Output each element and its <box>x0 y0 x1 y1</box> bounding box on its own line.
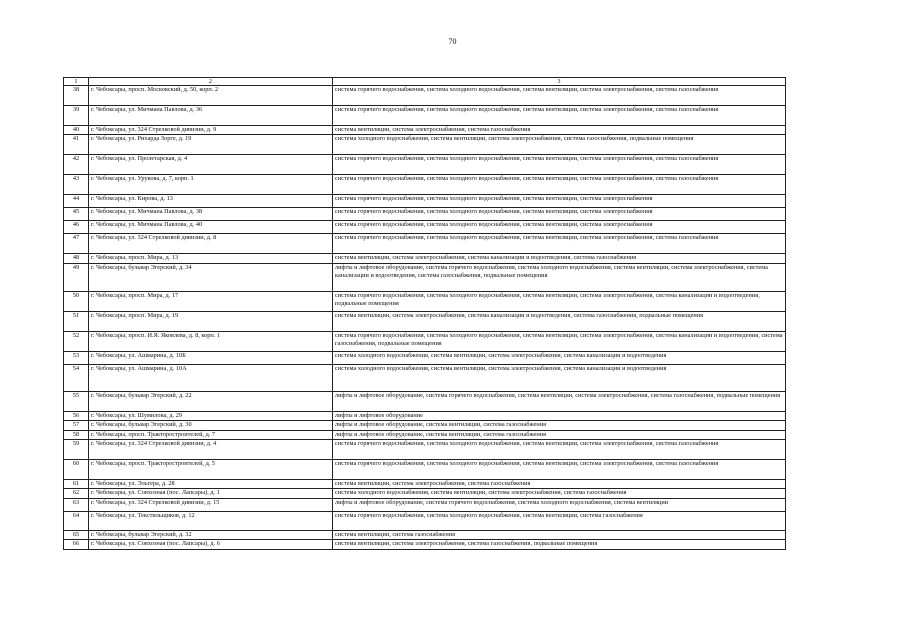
row-number: 45 <box>64 208 89 221</box>
table-row <box>64 126 786 135</box>
row-number: 46 <box>64 221 89 234</box>
row-systems: система горячего водоснабжения, система холодного водоснабжения, система вентиляции, система электроснабжения <box>333 221 786 234</box>
row-number: 47 <box>64 234 89 254</box>
row-systems: система холодного водоснабжения, система вентиляции, система электроснабжения, система канализации и водоотведения <box>333 351 786 364</box>
table-row <box>64 489 786 498</box>
row-number: 60 <box>64 460 89 480</box>
row-systems: система горячего водоснабжения, система холодного водоснабжения, система вентиляции, система электроснабжения <box>333 195 786 208</box>
row-address: г. Чебоксары, ул. Текстильщиков, д. 12 <box>89 511 333 530</box>
table-row <box>64 155 786 175</box>
row-address: г. Чебоксары, ул. 324 Стрелковой дивизии, д. 8 <box>89 234 333 254</box>
row-number: 57 <box>64 421 89 430</box>
row-systems: система горячего водоснабжения, система холодного водоснабжения, система вентиляции, система электроснабжения, система газоснабжения <box>333 106 786 126</box>
row-address: г. Чебоксары, просп. Мира, д. 17 <box>89 291 333 311</box>
row-systems: система холодного водоснабжения, система вентиляции, система электроснабжения, система газоснабжения <box>333 489 786 498</box>
table-row <box>64 234 786 254</box>
row-number: 55 <box>64 391 89 411</box>
row-number: 42 <box>64 155 89 175</box>
row-address: г. Чебоксары, ул. Мичмана Павлова, д. 40 <box>89 221 333 234</box>
row-address: г. Чебоксары, ул. Урукова, д. 7, корп. 1 <box>89 175 333 195</box>
row-address: г. Чебоксары, бульвар Эгерский, д. 34 <box>89 263 333 291</box>
row-address: г. Чебоксары, ул. 324 Стрелковой дивизии, д. 15 <box>89 498 333 511</box>
row-systems: система горячего водоснабжения, система холодного водоснабжения, система вентиляции, система электроснабжения <box>333 208 786 221</box>
table-row <box>64 208 786 221</box>
row-address: г. Чебоксары, ул. 324 Стрелковой дивизии, д. 9 <box>89 126 333 135</box>
row-address: г. Чебоксары, ул. Ашмарина, д. 10А <box>89 364 333 391</box>
row-address: г. Чебоксары, просп. И.Я. Яковлева, д. 8, корп. 1 <box>89 331 333 351</box>
row-systems: система горячего водоснабжения, система холодного водоснабжения, система вентиляции, система электроснабжения, система канализации и водоотведения, система газоснабжения, подвальные помещения <box>333 331 786 351</box>
table-row <box>64 430 786 439</box>
row-systems: система вентиляции, система электроснабжения, система газоснабжения <box>333 126 786 135</box>
table-row <box>64 411 786 420</box>
row-systems: система горячего водоснабжения, система холодного водоснабжения, система вентиляции, система электроснабжения, система канализации и водоотведения, подвальные помещения <box>333 291 786 311</box>
table-row <box>64 86 786 106</box>
row-number: 39 <box>64 106 89 126</box>
row-systems: система горячего водоснабжения, система холодного водоснабжения, система вентиляции, система электроснабжения, система газоснабжения <box>333 234 786 254</box>
header-col-number: 1 <box>64 78 89 86</box>
row-systems: система вентиляции, система электроснабжения, система газоснабжения, подвальные помещения <box>333 540 786 549</box>
row-number: 56 <box>64 411 89 420</box>
table-row <box>64 511 786 530</box>
row-address: г. Чебоксары, просп. Мира, д. 13 <box>89 254 333 263</box>
table-row <box>64 460 786 480</box>
row-systems: лифты и лифтовое оборудование <box>333 411 786 420</box>
row-address: г. Чебоксары, ул. Ашмарина, д. 10Б <box>89 351 333 364</box>
table-row <box>64 391 786 411</box>
row-address: г. Чебоксары, просп. Мира, д. 19 <box>89 311 333 331</box>
row-address: г. Чебоксары, просп. Тракторостроителей, д. 5 <box>89 460 333 480</box>
row-systems: система горячего водоснабжения, система холодного водоснабжения, система вентиляции, система электроснабжения, система газоснабжения <box>333 86 786 106</box>
row-number: 50 <box>64 291 89 311</box>
page-number: 70 <box>448 37 457 46</box>
row-number: 53 <box>64 351 89 364</box>
row-systems: система холодного водоснабжения, система вентиляции, система электроснабжения, система канализации и водоотведения <box>333 364 786 391</box>
row-systems: система холодного водоснабжения, система вентиляции, система электроснабжения, система газоснабжения, подвальные помещения <box>333 135 786 155</box>
row-systems: система вентиляции, система электроснабжения, система канализации и водоотведения, система газоснабжения <box>333 254 786 263</box>
row-address: г. Чебоксары, ул. Мичмана Павлова, д. 36 <box>89 106 333 126</box>
row-address: г. Чебоксары, просп. Тракторостроителей, д. 7 <box>89 430 333 439</box>
row-address: г. Чебоксары, бульвар Эгерский, д. 32 <box>89 530 333 539</box>
row-number: 44 <box>64 195 89 208</box>
row-systems: лифты и лифтовое оборудование, система горячего водоснабжения, система вентиляции, система электроснабжения, система газоснабжения, подвальные помещения <box>333 391 786 411</box>
row-number: 63 <box>64 498 89 511</box>
table-row <box>64 254 786 263</box>
row-number: 40 <box>64 126 89 135</box>
table-row <box>64 421 786 430</box>
row-number: 58 <box>64 430 89 439</box>
row-systems: система вентиляции, система газоснабжения <box>333 530 786 539</box>
row-address: г. Чебоксары, бульвар Эгерский, д. 30 <box>89 421 333 430</box>
row-systems: лифты и лифтовое оборудование, система горячего водоснабжения, система холодного водоснабжения, система вентиляции <box>333 498 786 511</box>
row-systems: система горячего водоснабжения, система холодного водоснабжения, система вентиляции, система электроснабжения, система газоснабжения <box>333 440 786 460</box>
table-row <box>64 263 786 291</box>
row-number: 54 <box>64 364 89 391</box>
row-number: 61 <box>64 480 89 489</box>
row-number: 62 <box>64 489 89 498</box>
row-number: 49 <box>64 263 89 291</box>
table-row <box>64 291 786 311</box>
row-address: г. Чебоксары, ул. Пролетарская, д. 4 <box>89 155 333 175</box>
table-row <box>64 540 786 549</box>
table-row <box>64 221 786 234</box>
buildings-table <box>63 77 786 550</box>
row-number: 52 <box>64 331 89 351</box>
table-row <box>64 364 786 391</box>
header-col-address: 2 <box>89 78 333 86</box>
row-address: г. Чебоксары, ул. Совхозная (пос. Лапсары), д. 6 <box>89 540 333 549</box>
table-row <box>64 135 786 155</box>
row-number: 65 <box>64 530 89 539</box>
row-address: г. Чебоксары, ул. Совхозная (пос. Лапсары), д. 1 <box>89 489 333 498</box>
table-header-row <box>64 78 786 86</box>
row-systems: система горячего водоснабжения, система холодного водоснабжения, система вентиляции, система газоснабжения <box>333 511 786 530</box>
table-row <box>64 498 786 511</box>
row-address: г. Чебоксары, ул. 324 Стрелковой дивизии, д. 4 <box>89 440 333 460</box>
table-row <box>64 530 786 539</box>
table-row <box>64 351 786 364</box>
row-systems: система вентиляции, система электроснабжения, система газоснабжения <box>333 480 786 489</box>
row-address: г. Чебоксары, ул. Эльгера, д. 28 <box>89 480 333 489</box>
table-row <box>64 311 786 331</box>
table-row <box>64 440 786 460</box>
row-address: г. Чебоксары, ул. Рихарда Зорге, д. 19 <box>89 135 333 155</box>
row-systems: система горячего водоснабжения, система холодного водоснабжения, система вентиляции, система электроснабжения, система газоснабжения <box>333 460 786 480</box>
row-number: 48 <box>64 254 89 263</box>
row-systems: лифты и лифтовое оборудование, система горячего водоснабжения, система холодного водоснабжения, система вентиляции, система электроснабжения, система канализации и водоотведения, система газоснабжения, подвальные помещения <box>333 263 786 291</box>
row-number: 43 <box>64 175 89 195</box>
row-number: 66 <box>64 540 89 549</box>
table-row <box>64 480 786 489</box>
row-address: г. Чебоксары, бульвар Эгерский, д. 22 <box>89 391 333 411</box>
row-address: г. Чебоксары, ул. Кирова, д. 13 <box>89 195 333 208</box>
row-address: г. Чебоксары, ул. Мичмана Павлова, д. 38 <box>89 208 333 221</box>
row-number: 59 <box>64 440 89 460</box>
header-col-systems: 3 <box>333 78 786 86</box>
row-systems: система горячего водоснабжения, система холодного водоснабжения, система вентиляции, система электроснабжения, система газоснабжения <box>333 175 786 195</box>
table-row <box>64 175 786 195</box>
row-address: г. Чебоксары, просп. Московский, д. 50, корп. 2 <box>89 86 333 106</box>
row-systems: система вентиляции, система электроснабжения, система канализации и водоотведения, система газоснабжения, подвальные помещения <box>333 311 786 331</box>
row-systems: лифты и лифтовое оборудование, система вентиляции, система газоснабжения <box>333 421 786 430</box>
row-address: г. Чебоксары, ул. Шумилова, д. 29 <box>89 411 333 420</box>
table-row <box>64 331 786 351</box>
row-systems: лифты и лифтовое оборудование, система вентиляции, система газоснабжения <box>333 430 786 439</box>
row-number: 38 <box>64 86 89 106</box>
table-row <box>64 106 786 126</box>
row-systems: система горячего водоснабжения, система холодного водоснабжения, система вентиляции, система электроснабжения, система газоснабжения <box>333 155 786 175</box>
row-number: 64 <box>64 511 89 530</box>
row-number: 41 <box>64 135 89 155</box>
row-number: 51 <box>64 311 89 331</box>
table-row <box>64 195 786 208</box>
